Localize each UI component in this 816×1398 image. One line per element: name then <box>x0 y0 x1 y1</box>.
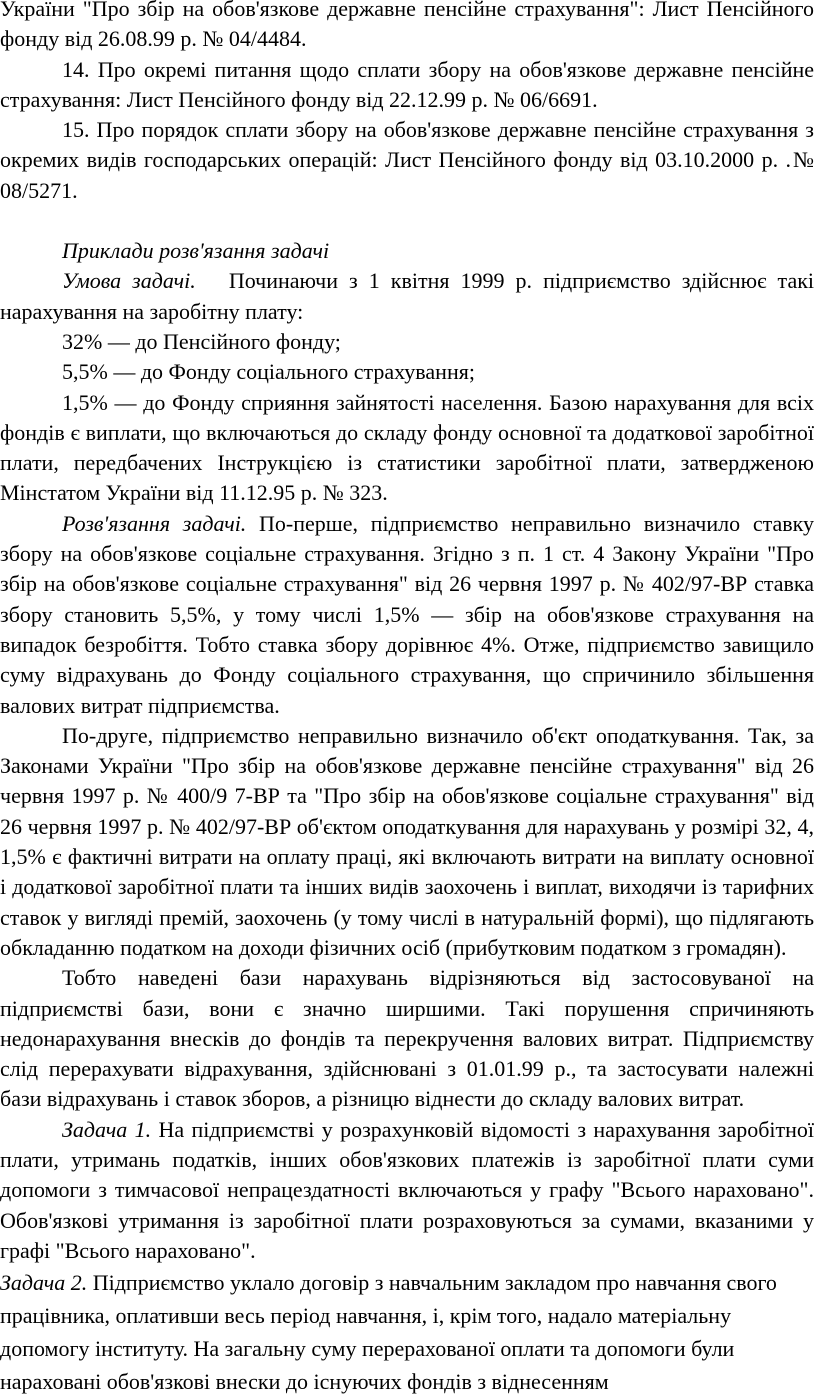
solution-label: Розв'язання задачі. <box>62 510 247 536</box>
task-2-paragraph <box>0 1266 814 1398</box>
task-1-label: Задача 1. <box>62 1116 152 1142</box>
condition-text: Починаючи з 1 квітня 1999 р. підприємство здійснює такі нарахування на заробітну плату: <box>0 268 815 324</box>
rate-pension: 32% — до Пенсійного фонду; <box>62 328 341 354</box>
rate-employment: 1,5% — до Фонду сприяння зайнятості населення. Базою нарахування для всіх фондів є виплати, що включаються до складу фонду основної та додаткової заробітної плати, передбачених Інструкцією із статистики заробітної плати, затвердженою Мінстатом України від 11.12.95 р. № 323. <box>0 389 814 506</box>
task-1-text: На підприємстві у розрахунковій відомості з нарахування заробітної плати, утримань податків, інших обов'язкових платежів із заробітної плати суми допомоги з тимчасової непрацездатності включаються у графу "Всього нараховано". Обов'язкові утримання із заробітної плати розраховуються за сумами, вказаними у графі "Всього нараховано". <box>0 1116 815 1263</box>
third-point-paragraph: Тобто наведені бази нарахувань відрізняються від застосовуваної на підприємстві бази, вони є значно ширшими. Такі порушення спричиняють недонарахування внесків до фондів та перекручення валових витрат. Підприємству слід перерахувати відрахування, здійснювані з 01.01.99 р., та застосувати належні бази відрахувань і ставок зборов, а різницю віднести до складу валових витрат. <box>0 965 814 1112</box>
rate-social: 5,5% — до Фонду соціального страхування; <box>62 359 475 385</box>
task-2-label: Задача 2. <box>0 1270 88 1296</box>
solution-paragraph <box>0 509 814 721</box>
second-point-paragraph: По-друге, підприємство неправильно визначило об'єкт оподаткування. Так, за Законами України "Про збір на обов'язкове державне пенсійне страхування" від 26 червня 1997 р. № 400/9 7-ВР та "Про збір на обов'язкове соціальне страхування" від 26 червня 1997 р. № 402/97-ВР об'єктом оподаткування для нарахувань у розмірі 32, 4, 1,5% є фактичні витрати на оплату праці, які включають витрати на виплату основної і додаткової заробітної плати та інших видів заохочень і виплат, виходячи із тарифних ставок у вигляді премій, заохочень (у тому числі в натуральній формі), що підлягають обкладанню податком на доходи фізичних осіб (прибутковим податком з громадян). <box>0 722 814 960</box>
list-item-14: 14. Про окремі питання щодо сплати збору на обов'язкове державне пенсійне страхування: Лист Пенсійного фонду від 22.12.99 р. № 06/6691. <box>0 56 814 112</box>
task-1-paragraph <box>0 1115 814 1266</box>
blank-line <box>0 206 814 236</box>
task-2-text: Підприємство уклало договір з навчальним закладом про навчання свого працівника, оплативши весь період навчання, і, крім того, надало матеріальну допомогу інституту. На загальну суму перерахованої оплати та допомоги були нараховані обов'язкові внески до існуючих фондів з віднесенням <box>0 1270 777 1395</box>
list-item-15: 15. Про порядок сплати збору на обов'язкове державне пенсійне страхування з окремих видів господарських операцій: Лист Пенсійного фонду від 03.10.2000 р. .№ 08/5271. <box>0 117 814 203</box>
paragraph-law-reference: України "Про збір на обов'язкове державне пенсійне страхування": Лист Пенсійного фонду від 26.08.99 р. № 04/4484. <box>0 0 814 52</box>
examples-heading: Приклади розв'язання задачі <box>62 238 330 264</box>
condition-paragraph <box>0 266 814 327</box>
condition-label: Умова задачі. <box>62 268 196 294</box>
solution-text: По-перше, підприємство неправильно визначило ставку збору на обов'язкове соціальне страхування. Згідно з п. 1 ст. 4 Закону України "Про збір на обов'язкове соціальне страхування" від 26 червня 1997 р. № 402/97-ВР ставка збору становить 5,5%, у тому числі 1,5% — збір на обов'язкове страхування на випадок безробіття. Тобто ставка збору дорівнює 4%. Отже, підприємство завищило суму відрахувань до Фонду соціального страхування, що спричинило збільшення валових витрат підприємства. <box>0 510 814 718</box>
